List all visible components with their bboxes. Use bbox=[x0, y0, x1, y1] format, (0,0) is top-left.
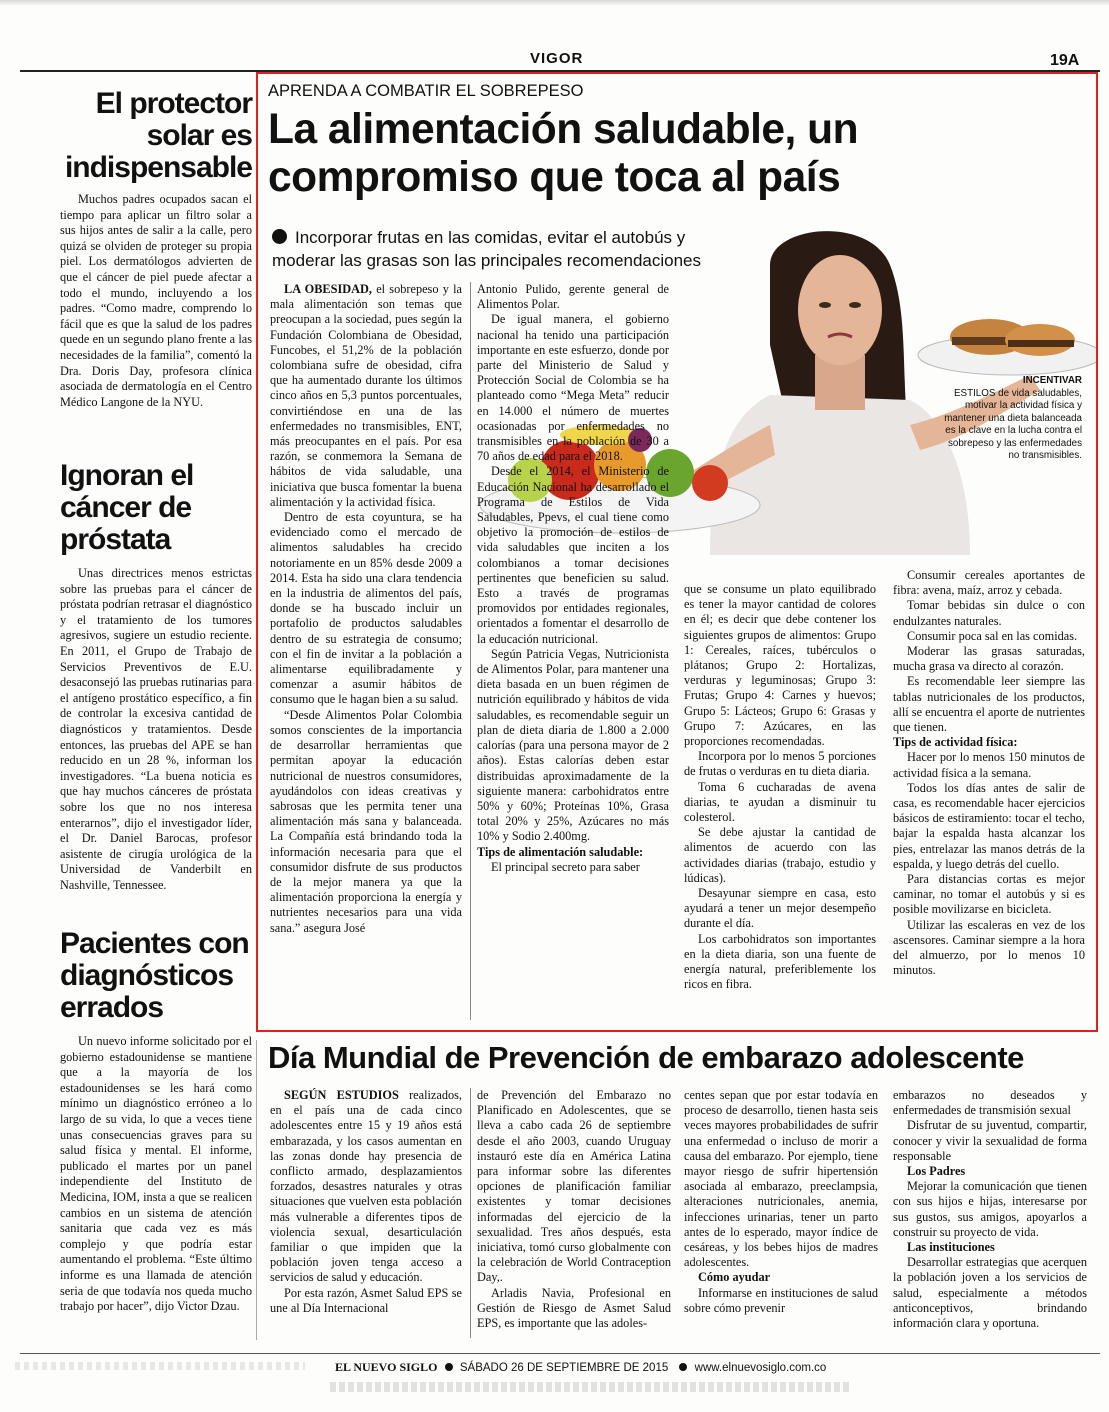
sidebar-body bbox=[20, 192, 252, 410]
top-scan-edge bbox=[0, 0, 1109, 6]
sidebar-headline bbox=[20, 88, 252, 184]
main-column-3 bbox=[684, 582, 876, 992]
issue-date: SÁBADO 26 DE SEPTIEMBRE DE 2015 bbox=[459, 1362, 669, 1374]
second-column-4 bbox=[893, 1088, 1087, 1331]
subhead: Tips de alimentación saludable: bbox=[477, 844, 644, 859]
paragraph: Moderar las grasas saturadas, mucha grasa va directo al corazón. bbox=[893, 644, 1085, 674]
headline-line: La alimentación saludable, un bbox=[268, 106, 859, 153]
paragraph: Consumir poca sal en las comidas. bbox=[907, 628, 1078, 643]
section-name: VIGOR bbox=[530, 50, 584, 67]
paragraph: Tomar bebidas sin dulce o con endulzantes naturales. bbox=[893, 598, 1085, 628]
paragraph: Todos los días antes de salir de casa, es recomendable hacer ejercicios básicos de estiramiento: tocar el techo, bajar la espalda hasta alcanzar los pies, entrelazar las manos detrás de la espalda, y luego detrás del cuello. bbox=[893, 780, 1085, 871]
sidebar-story-3 bbox=[20, 928, 252, 1315]
paragraph: Informarse en instituciones de salud sobre cómo prevenir bbox=[684, 1285, 878, 1315]
headline-line: cáncer de bbox=[60, 491, 192, 524]
paragraph: centes sepan que por estar todavía en proceso de desarrollo, tienen hasta seis veces mayores probabilidades de sufrir una enfermedad o incluso de morir a causa del embarazo. Por ejemplo, tiene mayor riesgo de sufrir hipertensión asociada al embarazo, preeclampsia, alteraciones nutricionales, anemia, infecciones urinarias, tener un parto antes de lo esperado, mayor índice de cesáreas, y los bebes hijos de madres adolescentes. bbox=[684, 1088, 878, 1270]
paragraph: De igual manera, el gobierno nacional ha tenido una participación importante en este esfuerzo, donde por parte del Ministerio de Salud y Protección Social de Colombia se ha planteado como “Mega Meta” reducir en 14.000 el número de muertes ocasionadas por enfermedades no transmisibles en la población de 30 a 70 años de edad para el 2018. bbox=[477, 312, 669, 464]
paragraph: Arladis Navia, Profesional en Gestión de Riesgo de Asmet Salud EPS, es importante que las adoles- bbox=[477, 1285, 671, 1331]
paragraph: Toma 6 cucharadas de avena diarias, te ayudan a disminuir tu colesterol. bbox=[684, 779, 876, 825]
paragraph: Antonio Pulido, gerente general de Alimentos Polar. bbox=[477, 282, 669, 312]
column-rule bbox=[470, 282, 471, 1020]
main-headline bbox=[268, 106, 858, 202]
paragraph: Según Patricia Vegas, Nutricionista de Alimentos Polar, para mantener una dieta basada en un buen régimen de nutrición equilibrado y hábitos de vida saludables, es recomendable seguir un plan de dieta diaria de 1.800 a 2.000 calorías (para una persona mayor de 2 años). Estas calorías deben estar distribuidas aproximadamente de la siguiente manera: carbohidratos entre 50% y 60%; Proteínas 10%, Grasa total 20% y 25%, Azúcares no más 10% y Sodio 2.400mg. bbox=[477, 646, 669, 844]
paragraph: Los carbohidratos son importantes en la dieta diaria, son una fuente de energía natural, preferiblemente los ricos en fibra. bbox=[684, 931, 876, 992]
paragraph: Desayunar siempre en casa, esto ayudará a tener un mejor desempeño durante el día. bbox=[684, 886, 876, 931]
paper-logo: EL NUEVO SIGLO bbox=[335, 1360, 438, 1374]
paragraph: Dentro de esta coyuntura, se ha evidenciado como el mercado de alimentos saludables ha crecido notoriamente en un 85% desde 2009 a 2014. Esta ha sido una clara tendencia en la industria de alimentos del país, donde se ha buscado incluir un portafolio de productos saludables dentro de su estrategia de consumo; con el fin de invitar a la población a alimentarse equilibradamente y comenzar a asumir hábitos de consumo que le hagan bien a su salud. bbox=[270, 510, 462, 707]
sidebar-headline bbox=[20, 928, 252, 1024]
scan-artifact bbox=[15, 1362, 305, 1370]
headline-line: solar es bbox=[146, 119, 252, 152]
main-column-1 bbox=[270, 282, 462, 936]
subhead: Tips de actividad física: bbox=[893, 735, 1018, 750]
headline-line: compromiso que toca al país bbox=[268, 154, 841, 201]
second-column-1 bbox=[270, 1088, 462, 1316]
main-column-2 bbox=[477, 282, 669, 875]
page-number: 19A bbox=[1050, 52, 1080, 69]
website-url: www.elnuevosiglo.com.co bbox=[694, 1362, 827, 1374]
paragraph: embarazos no deseados y enfermedades de transmisión sexual bbox=[893, 1088, 1087, 1118]
paragraph: Es recomendable leer siempre las tablas nutricionales de los productos, allí se encuentra el aporte de nutrientes que tienen. bbox=[893, 674, 1085, 735]
bullet-icon bbox=[679, 1363, 687, 1371]
headline-line: próstata bbox=[60, 523, 171, 556]
second-headline: Día Mundial de Prevención de embarazo adolescente bbox=[268, 1040, 1024, 1075]
kicker: APRENDA A COMBATIR EL SOBREPESO bbox=[268, 82, 584, 100]
paragraph: que se consume un plato equilibrado es tener la mayor cantidad de colores en él; es decir que debe contener los siguientes grupos de alimentos: Grupo 1: Cereales, raíces, tubérculos o plátanos; Grupo 2: Hortalizas, verduras y leguminosas; Grupo 3: Frutas; Grupo 4: Carnes y huevos; Grupo 5: Lácteos; Grupo 6: Grasas y Grupo 7: Azúcares, en las proporciones recomendadas. bbox=[684, 582, 876, 749]
sidebar-body bbox=[20, 1034, 252, 1315]
paragraph: de Prevención del Embarazo no Planificado en Adolescentes, que se lleva a cabo cada 26 de septiembre desde el año 2003, cuando Uruguay instauró este día en América Latina para informar sobre las diferentes opciones de planificación familiar existentes y tomar decisiones informadas del ejercicio de la sexualidad. Tres años después, esta iniciativa, tomó curso globalmente con la celebración de World Contraception Day,. bbox=[477, 1088, 671, 1285]
paragraph: Por esta razón, Asmet Salud EPS se une al Día Internacional bbox=[270, 1285, 462, 1315]
paragraph: Mejorar la comunicación que tienen con sus hijos e hijas, interesarse por sus gustos, sus amigos, apoyarlos a construir su proyecto de vida. bbox=[893, 1179, 1087, 1239]
headline-line: El protector bbox=[95, 87, 252, 120]
scan-artifact bbox=[330, 1382, 850, 1392]
headline-line: indispensable bbox=[64, 151, 252, 184]
paragraph: Consumir cereales aportantes de fibra: avena, maíz, arroz y cebada. bbox=[893, 568, 1085, 598]
lead-in: LA OBESIDAD, bbox=[284, 282, 372, 296]
paragraph: Un nuevo informe solicitado por el gobierno estadounidense se mantiene que a la mayoría de los estadounidenses se les hará como mínimo un diagnóstico erróneo a lo largo de su vida, lo que a veces tiene unas consecuencias graves para su salud física y mental. El informe, publicado el martes por un panel independiente del Instituto de Medicina, IOM, insta a que se realicen cambios en un sistema de atención sanitaria que cada vez es más complejo y que podría estar aumentando el problema. “Este último informe es una llamada de atención seria de que todavía nos queda mucho trabajo por hacer”, dijo Victor Dzau. bbox=[60, 1034, 252, 1314]
paragraph: Disfrutar de su juventud, compartir, conocer y vivir la sexualidad de forma responsable bbox=[893, 1118, 1087, 1163]
paragraph: El principal secreto para saber bbox=[491, 859, 640, 874]
deck-text: Incorporar frutas en las comidas, evitar el autobús y moderar las grasas son las principales recomendaciones bbox=[272, 228, 701, 270]
paragraph: el sobrepeso y la mala alimentación son temas que preocupan a la sociedad, pues según la Fundación Colombiana de Obesidad, Funcobes, el 51,2% de la población colombiana sufre de obesidad, cifra que ha aumentado durante los últimos cinco años en 5,3 puntos porcentuales, convirtiéndose en una de las enfermedades no transmisibles, ENT, más preocupantes en el país. Por esa razón, se conmemora la Semana de hábitos de vida saludable, una iniciativa que busca fomentar la buena alimentación y la actividad física. bbox=[270, 282, 462, 509]
headline-line: Pacientes con bbox=[60, 927, 249, 960]
caption-lead: INCENTIVAR bbox=[1022, 375, 1082, 386]
subhead: Cómo ayudar bbox=[698, 1270, 771, 1285]
paragraph: Desde el 2014, el Ministerio de Educación Nacional ha desarrollado el Programa de Estilos de Vida Saludables, Ppevs, el cual tiene como objetivo la promoción de estilos de vida saludables que inciten a los colombianos a tomar decisiones pertinentes que beneficien su salud. Esto a través de programas promovidos por entidades regionales, orientados a fomentar el desarrollo de la educación nutricional. bbox=[477, 464, 669, 646]
headline-line: diagnósticos bbox=[60, 959, 234, 992]
footer bbox=[335, 1360, 826, 1375]
paragraph: Desarrollar estrategias que acerquen la población joven a los servicios de salud, especialmente a métodos anticonceptivos, brindando información clara y oportuna. bbox=[893, 1255, 1087, 1331]
footer-rule bbox=[20, 1353, 1100, 1354]
sidebar-story-1 bbox=[20, 88, 252, 410]
paragraph: Utilizar las escaleras en vez de los ascensores. Caminar siempre a la hora del almuerzo, por lo menos 10 minutos. bbox=[893, 917, 1085, 978]
caption-body: ESTILOS de vida saludables, motivar la actividad física y mantener una dieta balanceada es la clave en la lucha contra el sobrepeso y las enfermedades no transmisibles. bbox=[944, 387, 1082, 461]
paragraph: Muchos padres ocupados sacan el tiempo para aplicar un filtro solar a sus hijos antes de salir a la calle, pero quizá se olviden de proteger su propia piel. Los dermatólogos advierten de que el cáncer de piel puede afectar a todo el mundo, incluyendo a los padres. “Como madre, comprendo lo fácil que es que la salud de los padres quede en un segundo plano frente a las necesidades de la familia”, comentó la Dra. Doris Day, profesora clínica asociada de dermatología en el Centro Médico Langone de la NYU. bbox=[60, 192, 252, 409]
paragraph: Se debe ajustar la cantidad de alimentos de acuerdo con las actividades diarias (trabajo, estudio y lúdicas). bbox=[684, 825, 876, 885]
paragraph: Para distancias cortas es mejor caminar, no tomar el autobús y si es posible movilizarse en bicicleta. bbox=[893, 872, 1085, 917]
subhead: Los Padres bbox=[907, 1164, 966, 1179]
bullet-icon bbox=[272, 229, 287, 244]
sidebar-headline bbox=[20, 460, 252, 556]
column-rule bbox=[256, 1040, 257, 1340]
headline-line: errados bbox=[60, 991, 164, 1024]
main-column-4 bbox=[893, 568, 1085, 978]
second-column-3 bbox=[684, 1088, 878, 1316]
column-rule bbox=[470, 1088, 471, 1338]
paragraph: Incorpora por lo menos 5 porciones de frutas o verduras en tu dieta diaria. bbox=[684, 749, 876, 779]
second-column-2 bbox=[477, 1088, 671, 1331]
photo-caption bbox=[940, 375, 1082, 463]
paragraph: Unas directrices menos estrictas sobre las pruebas para el cáncer de próstata podrían retrasar el diagnóstico y el tratamiento de los tumores agresivos, sugiere un estudio reciente. En 2011, el Grupo de Trabajo de Servicios Preventivos de E.U. desaconsejó las pruebas rutinarias para el antígeno prostático específico, a fin de controlar la excesiva cantidad de diagnósticos y tratamientos. Desde entonces, las pruebas del APE se han reducido en un 28 %, informan los investigadores. “La buena noticia es que hay muchos cánceres de próstata sobre los que no nos interesa enterarnos”, dijo el investigador líder, el Dr. Daniel Barocas, profesor asistente de cirugía urológica de la Universidad de Vanderbilt en Nashville, Tennessee. bbox=[60, 566, 252, 892]
paragraph: “Desde Alimentos Polar Colombia somos conscientes de la importancia de desarrollar herramientas que permitan apoyar la educación nutricional de nuestros consumidores, ayudándolos con ideas creativas y sabrosas que les permita tener una alimentación más sana y balanceada. La Compañía está brindando toda la información necesaria para que el consumidor disfrute de sus productos de la mejor manera ya que la alimentación proporciona la energía y nutrientes necesarios para una vida sana.” asegura José bbox=[270, 707, 462, 935]
paragraph: realizados, en el país una de cada cinco adolescentes entre 15 y 19 años está embarazada, y los casos aumentan en las zonas donde hay presencia de conflicto armado, desplazamientos forzados, desastres naturales y otras situaciones que vuelven esta población más vulnerable a diferentes tipos de violencia sexual, desarticulación familiar o que impiden que la población joven tenga acceso a servicios de salud y educación. bbox=[270, 1088, 462, 1285]
headline-line: Ignoran el bbox=[60, 459, 194, 492]
subhead: Las instituciones bbox=[907, 1240, 995, 1255]
bullet-icon bbox=[445, 1363, 453, 1371]
paragraph: Hacer por lo menos 150 minutos de actividad física a la semana. bbox=[893, 750, 1085, 780]
lead-in: SEGÚN ESTUDIOS bbox=[284, 1088, 399, 1102]
sidebar-body bbox=[20, 566, 252, 893]
sidebar-story-2 bbox=[20, 460, 252, 893]
